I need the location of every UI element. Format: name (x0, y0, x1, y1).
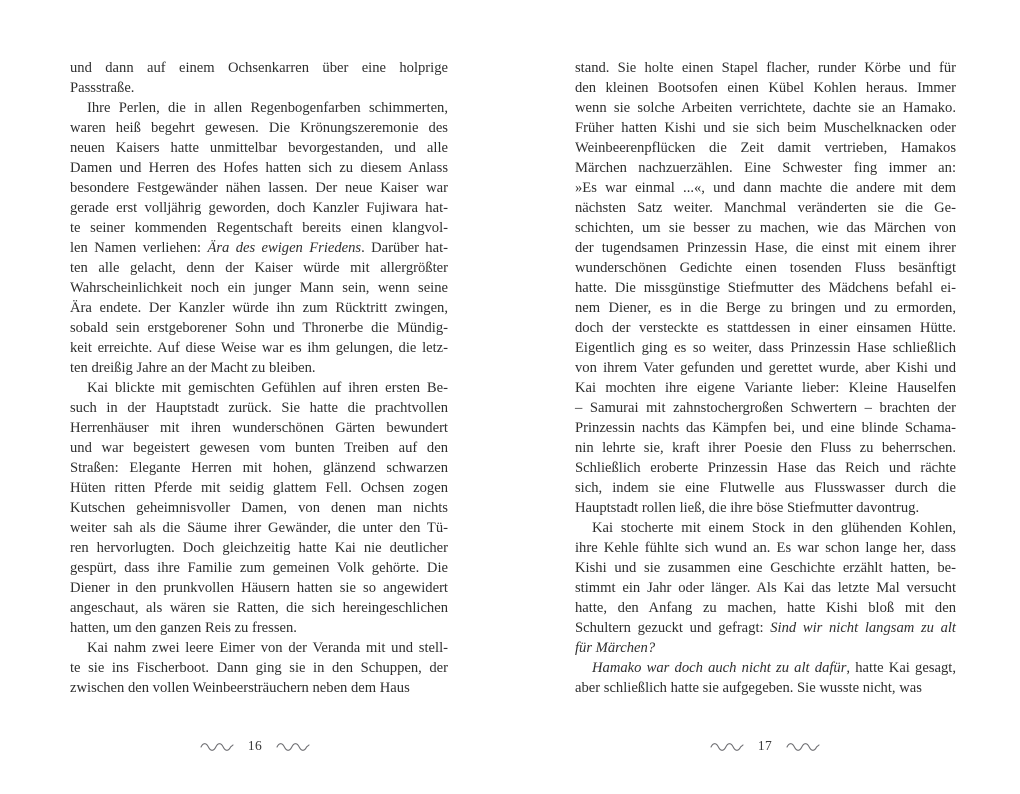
text-line-with-italic (575, 658, 956, 678)
text-line: ihre Kehle fühlte sich wund an. Es war schon lange her, dass (575, 540, 956, 556)
page-right (510, 0, 1020, 794)
italic-quote-sind-wir-nicht-langsam-zu-alt: Sind wir nicht langsam zu alt (770, 620, 956, 636)
text-line: wunderschönen Gedichte einen tosenden Fluss besänftigt (575, 260, 956, 276)
text-line: Straßen: Elegante Herren mit hohen, glänzend schwarzen (70, 460, 448, 476)
text-line: ten dreißig Jahre an der Macht zu bleiben. (70, 360, 316, 376)
wave-ornament-icon (710, 741, 744, 751)
text-line: te sie ins Fischerboot. Dann ging sie in den Schuppen, der (70, 660, 448, 676)
text-line: Eigentlich ging es so weiter, dass Prinzessin Hase schließlich (575, 340, 956, 356)
text-line: nem Diener, es in die Berge zu bringen und zu ermorden, (575, 300, 956, 316)
text-line: stand. Sie holte einen Stapel flacher, runder Körbe und für (575, 60, 956, 76)
text-line: angeschaut, als wären sie Ratten, die sich hereingeschlichen (70, 600, 448, 616)
text-line: und dann auf einem Ochsenkarren über eine holprige (70, 60, 448, 76)
text-line: such in der Hauptstadt zurück. Sie hatte die prachtvollen (70, 400, 448, 416)
italic-quote-hamako-war-doch-auch-nicht-zu-alt-dafuer: Hamako war doch auch nicht zu alt dafür (592, 660, 847, 676)
right-page-text-column (575, 58, 956, 698)
text-line: ren hervorlugten. Doch gleichzeitig hatte Kai nie deutlicher (70, 540, 448, 556)
text-line: sich, indem sie eine Flutwelle aus Flusswasser durch die (575, 480, 956, 496)
text-line: keit erreichte. Auf diese Weise war es ihm gelungen, die letz- (70, 340, 448, 356)
text-line: Kai mochten ihre eigene Variante lieber: Kleine Hauselfen (575, 380, 956, 396)
text-line: weiter sah als die Säume ihrer Gewänder, die unter den Tü- (70, 520, 448, 536)
text-line: der tugendsamen Prinzessin Hase, die einst mit einem ihrer (575, 240, 956, 256)
text-line: Passstraße. (70, 80, 135, 96)
text-line: nächsten Satz weiter. Manchmal veränderten sie die Ge- (575, 200, 956, 216)
text-line: hatte, den Anfang zu machen, hatte Kishi bloß mit den (575, 600, 956, 616)
text-line: den kleinen Bootsofen einen Kübel Kohlen heraus. Immer (575, 80, 956, 96)
text-line-with-italic (70, 238, 448, 258)
text-line: Schließlich eroberte Prinzessin Hase das Reich und rächte (575, 460, 956, 476)
wave-ornament-icon (276, 741, 310, 751)
text-line: neuen Kaisers hatte unmittelbar bevorgestanden, und alle (70, 140, 448, 156)
text-line: doch der versteckte es stattdessen in einer einsamen Hütte. (575, 320, 956, 336)
folio-right (510, 738, 1020, 754)
text-fragment: Schultern gezuckt und gefragt: (575, 620, 771, 636)
wave-ornament-icon (786, 741, 820, 751)
text-line: schichten, um sie besser zu machen, wie das Märchen von (575, 220, 956, 236)
text-line: Prinzessin nachts das Kämpfen bei, und eine blinde Schama- (575, 420, 956, 436)
text-line: Früher hatten Kishi und sie sich beim Muschelknacken oder (575, 120, 956, 136)
page-number: 16 (247, 738, 263, 753)
text-line: Ära endete. Der Kanzler würde ihn zum Rücktritt zwingen, (70, 300, 448, 316)
text-line: aber schließlich hatte sie aufgegeben. Sie wusste nicht, was (575, 680, 922, 696)
text-line: Ihre Perlen, die in allen Regenbogenfarben schimmerten, (87, 100, 448, 116)
text-line: Wahrscheinlichkeit noch ein junger Mann sein, wenn seine (70, 280, 448, 296)
text-line-with-italic (575, 618, 956, 638)
text-fragment: . Darüber hat- (361, 240, 448, 256)
text-fragment: len Namen verliehen: (70, 240, 208, 256)
text-line: Kishi und sie zusammen eine Geschichte erzählt hatten, be- (575, 560, 956, 576)
text-line: Hüten ritten Pferde mit seidig glattem Fell. Ochsen zogen (70, 480, 448, 496)
text-line: wenn sie solche Arbeiten verrichtete, dachte sie an Hamako. (575, 100, 956, 116)
text-line: nin lehrte sie, kraft ihrer Poesie den Fluss zu beherrschen. (575, 440, 956, 456)
italic-title-aera-des-ewigen-friedens: Ära des ewigen Friedens (207, 240, 362, 256)
text-line: stimmt ein Jahr oder länger. Als Kai das letzte Mal versucht (575, 580, 956, 596)
text-line: Märchen nachzuerzählen. Eine Schwester fing immer an: (575, 160, 956, 176)
text-line: von ihrem Vater gefunden und gerettet wurde, aber Kishi und (575, 360, 956, 376)
text-line: hatte. Die missgünstige Stiefmutter des Mädchens befahl ei- (575, 280, 956, 296)
italic-quote-fuer-maerchen: für Märchen? (575, 640, 656, 656)
wave-ornament-icon (200, 741, 234, 751)
text-line: te seiner kommenden Regentschaft bereits einen klangvol- (70, 220, 448, 236)
text-line: »Es war einmal ...«, und dann machte die andere mit dem (575, 180, 956, 196)
text-line: Kai nahm zwei leere Eimer von der Veranda mit und stell- (87, 640, 448, 656)
text-line: waren heiß begehrt gewesen. Die Krönungszeremonie des (70, 120, 448, 136)
text-line: zwischen den vollen Weinbeersträuchern neben dem Haus (70, 680, 410, 696)
text-line: besondere Festgewänder nähen lassen. Der neue Kaiser war (70, 180, 448, 196)
text-line-italic (575, 638, 956, 658)
text-line: und war begeistert gewesen vom bunten Treiben auf den (70, 440, 448, 456)
text-line: Kutschen geheimnisvoller Damen, von denen man nichts (70, 500, 448, 516)
left-page-text-column (70, 58, 448, 698)
text-line: hatten, um den ganzen Reis zu fressen. (70, 620, 297, 636)
text-line: gerade erst volljährig geworden, doch Kanzler Fujiwara hat- (70, 200, 448, 216)
text-line: – Samurai mit zahnstochergroßen Schwertern – brachten der (575, 400, 956, 416)
page-number: 17 (757, 738, 773, 753)
text-line: Kai stocherte mit einem Stock in den glühenden Kohlen, (592, 520, 956, 536)
text-line: Diener in den prunkvollen Häusern hatten sie so angewidert (70, 580, 448, 596)
text-line: ten alle gelacht, denn der Kaiser würde mit allergrößter (70, 260, 448, 276)
text-line: Kai blickte mit gemischten Gefühlen auf ihren ersten Be- (87, 380, 448, 396)
text-line: gespürt, dass ihre Familie zum gemeinen Volk gehörte. Die (70, 560, 448, 576)
text-line: Herrenhäuser mit ihren wunderschönen Gärten bewundert (70, 420, 448, 436)
folio-left (0, 738, 510, 754)
text-line: Hauptstadt rollen ließ, die ihre böse Stiefmutter davontrug. (575, 500, 920, 516)
text-fragment: , hatte Kai gesagt, (846, 660, 956, 676)
text-line: Damen und Herren des Hofes hatten sich zu diesem Anlass (70, 160, 448, 176)
text-line: sobald sein erstgeborener Sohn und Thronerbe die Mündig- (70, 320, 448, 336)
text-line: Weinbeerenpflücken die Zeit damit vertrieben, Hamakos (575, 140, 956, 156)
